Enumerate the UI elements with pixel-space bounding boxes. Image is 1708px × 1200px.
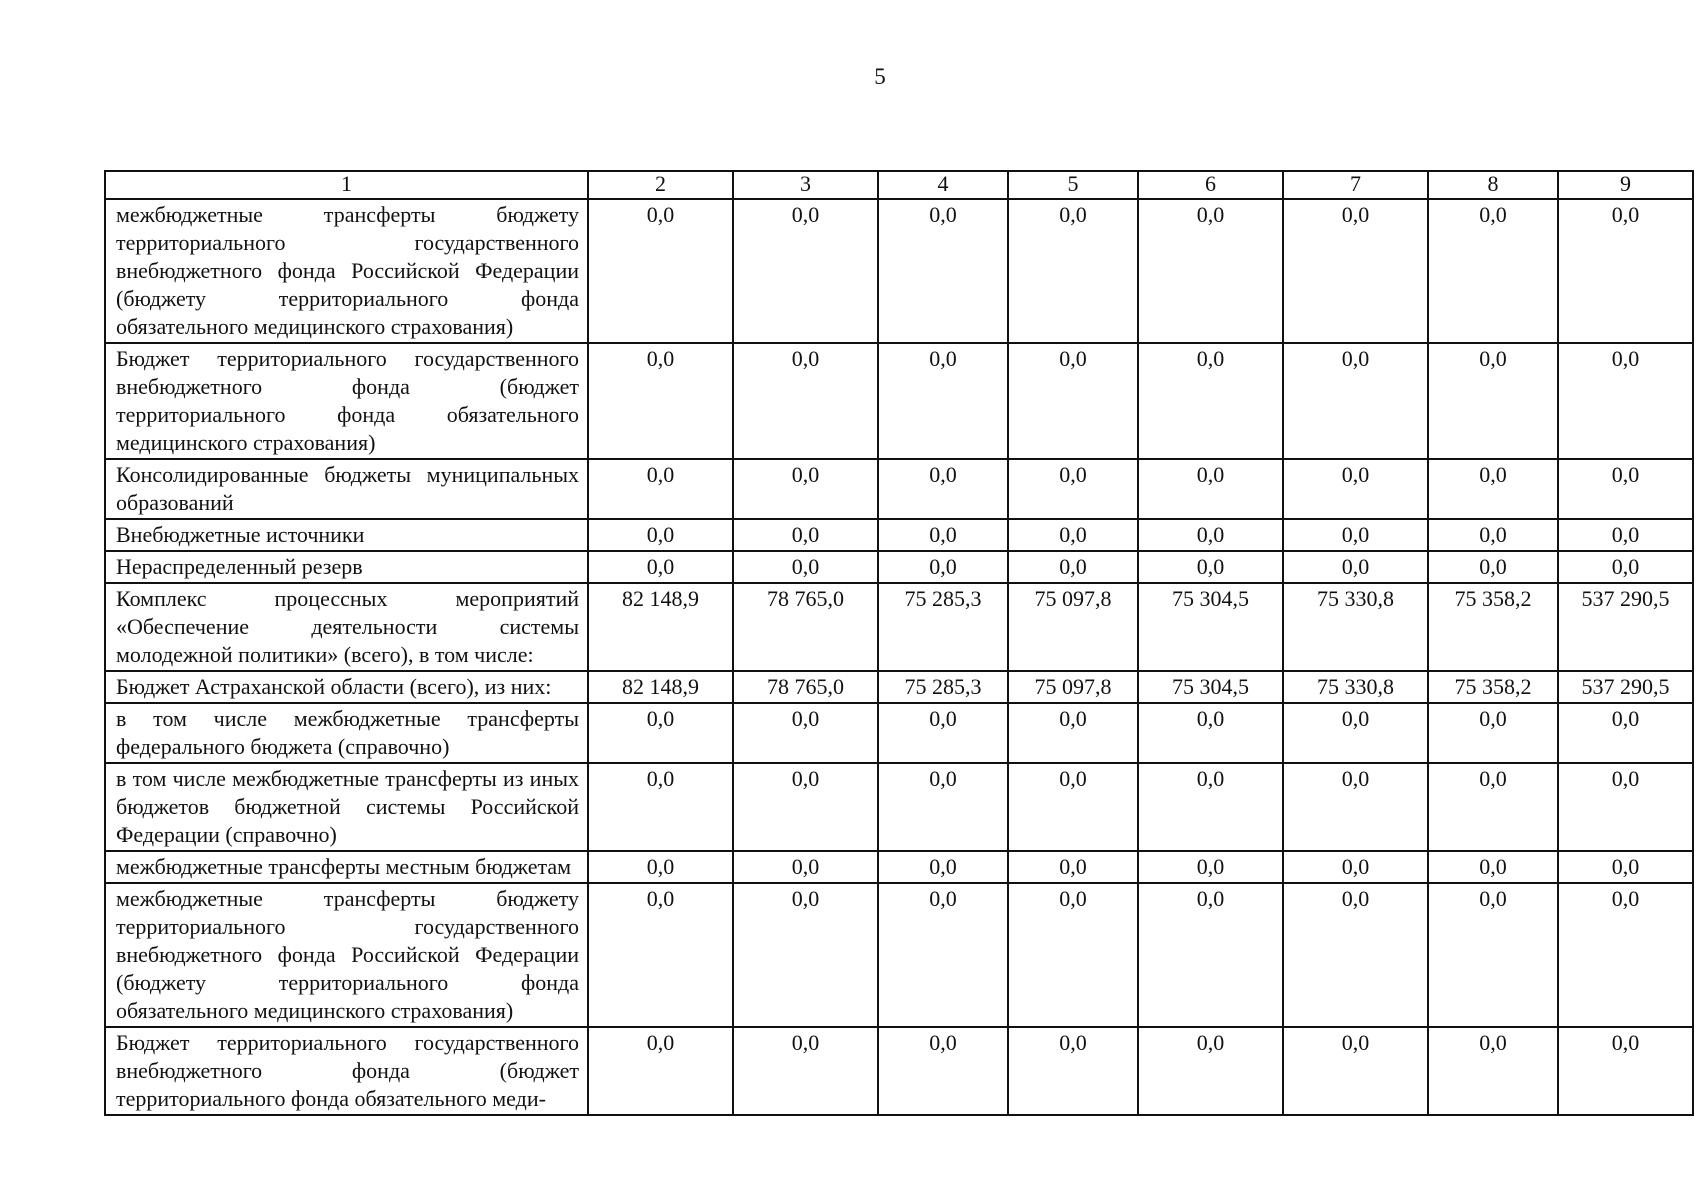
- cell-value: 0,0: [878, 551, 1008, 583]
- cell-value: 0,0: [1428, 1027, 1558, 1115]
- cell-value: 0,0: [1428, 703, 1558, 763]
- cell-value: 0,0: [588, 851, 733, 883]
- cell-value: 0,0: [1428, 519, 1558, 551]
- table-row: [105, 343, 1693, 459]
- table-row: [105, 583, 1693, 671]
- cell-value: 0,0: [1008, 343, 1138, 459]
- column-header-5: 5: [1008, 171, 1138, 199]
- cell-value: 0,0: [1008, 763, 1138, 851]
- cell-value: 78 765,0: [733, 671, 878, 703]
- cell-value: 0,0: [733, 883, 878, 1027]
- table-row: [105, 703, 1693, 763]
- row-label: Бюджет территориального государственного внебюджетного фонда (бюджет территориального фонда обязательного медицинского страхования): [105, 343, 588, 459]
- cell-value: 0,0: [733, 1027, 878, 1115]
- cell-value: 0,0: [588, 519, 733, 551]
- cell-value: 0,0: [1283, 343, 1428, 459]
- table-row: [105, 459, 1693, 519]
- cell-value: 0,0: [588, 763, 733, 851]
- cell-value: 75 330,8: [1283, 583, 1428, 671]
- cell-value: 0,0: [733, 459, 878, 519]
- cell-value: 0,0: [1008, 519, 1138, 551]
- cell-value: 0,0: [733, 199, 878, 343]
- cell-value: 0,0: [1428, 459, 1558, 519]
- cell-value: 0,0: [1428, 343, 1558, 459]
- cell-value: 0,0: [588, 459, 733, 519]
- table-row: [105, 851, 1693, 883]
- cell-value: 75 097,8: [1008, 671, 1138, 703]
- row-label: Нераспределенный резерв: [105, 551, 588, 583]
- cell-value: 0,0: [733, 763, 878, 851]
- cell-value: 75 304,5: [1138, 583, 1283, 671]
- column-header-7: 7: [1283, 171, 1428, 199]
- cell-value: 0,0: [1428, 199, 1558, 343]
- cell-value: 0,0: [1138, 851, 1283, 883]
- cell-value: 0,0: [1283, 551, 1428, 583]
- table-row: [105, 763, 1693, 851]
- cell-value: 75 358,2: [1428, 583, 1558, 671]
- table-row: [105, 551, 1693, 583]
- column-header-3: 3: [733, 171, 878, 199]
- cell-value: 0,0: [1558, 851, 1693, 883]
- cell-value: 0,0: [1138, 343, 1283, 459]
- table-row: [105, 671, 1693, 703]
- cell-value: 0,0: [1558, 703, 1693, 763]
- cell-value: 0,0: [588, 1027, 733, 1115]
- cell-value: 537 290,5: [1558, 583, 1693, 671]
- cell-value: 0,0: [1008, 883, 1138, 1027]
- header-row: [105, 171, 1693, 199]
- cell-value: 0,0: [878, 703, 1008, 763]
- cell-value: 0,0: [1283, 199, 1428, 343]
- cell-value: 0,0: [878, 1027, 1008, 1115]
- cell-value: 0,0: [1138, 551, 1283, 583]
- cell-value: 0,0: [588, 551, 733, 583]
- table-row: [105, 199, 1693, 343]
- cell-value: 0,0: [1558, 519, 1693, 551]
- row-label: межбюджетные трансферты бюджету территориального государственного внебюджетного фонда Российской Федерации (бюджету территориального фонда обязательного медицинского страхования): [105, 199, 588, 343]
- cell-value: 0,0: [733, 519, 878, 551]
- cell-value: 0,0: [588, 343, 733, 459]
- cell-value: 0,0: [1558, 883, 1693, 1027]
- cell-value: 0,0: [1428, 551, 1558, 583]
- row-label: в том числе межбюджетные трансферты федерального бюджета (справочно): [105, 703, 588, 763]
- cell-value: 0,0: [878, 519, 1008, 551]
- cell-value: 0,0: [878, 459, 1008, 519]
- cell-value: 0,0: [1008, 851, 1138, 883]
- cell-value: 0,0: [1138, 763, 1283, 851]
- cell-value: 0,0: [1138, 459, 1283, 519]
- table-row: [105, 1027, 1693, 1115]
- page-number: 5: [874, 64, 886, 89]
- cell-value: 0,0: [878, 851, 1008, 883]
- cell-value: 0,0: [733, 703, 878, 763]
- cell-value: 537 290,5: [1558, 671, 1693, 703]
- cell-value: 75 285,3: [878, 583, 1008, 671]
- cell-value: 0,0: [733, 343, 878, 459]
- row-label: в том числе межбюджетные трансферты из иных бюджетов бюджетной системы Российской Федерации (справочно): [105, 763, 588, 851]
- cell-value: 0,0: [1008, 1027, 1138, 1115]
- column-header-9: 9: [1558, 171, 1693, 199]
- budget-table: [104, 170, 1694, 1116]
- table-body: [105, 199, 1693, 1115]
- cell-value: 0,0: [733, 851, 878, 883]
- cell-value: 0,0: [1138, 703, 1283, 763]
- cell-value: 0,0: [1008, 459, 1138, 519]
- cell-value: 0,0: [1283, 459, 1428, 519]
- row-label: Консолидированные бюджеты муниципальных образований: [105, 459, 588, 519]
- row-label: Внебюджетные источники: [105, 519, 588, 551]
- cell-value: 0,0: [1283, 763, 1428, 851]
- row-label: межбюджетные трансферты бюджету территориального государственного внебюджетного фонда Российской Федерации (бюджету территориального фонда обязательного медицинского страхования): [105, 883, 588, 1027]
- cell-value: 75 304,5: [1138, 671, 1283, 703]
- cell-value: 0,0: [1558, 199, 1693, 343]
- cell-value: 0,0: [588, 703, 733, 763]
- cell-value: 82 148,9: [588, 583, 733, 671]
- column-header-4: 4: [878, 171, 1008, 199]
- cell-value: 0,0: [1283, 851, 1428, 883]
- cell-value: 0,0: [1428, 763, 1558, 851]
- cell-value: 75 358,2: [1428, 671, 1558, 703]
- cell-value: 0,0: [1428, 883, 1558, 1027]
- cell-value: 0,0: [1558, 551, 1693, 583]
- cell-value: 0,0: [1138, 883, 1283, 1027]
- cell-value: 75 285,3: [878, 671, 1008, 703]
- cell-value: 0,0: [1558, 459, 1693, 519]
- cell-value: 0,0: [1558, 1027, 1693, 1115]
- column-header-8: 8: [1428, 171, 1558, 199]
- column-header-1: 1: [105, 171, 588, 199]
- column-header-6: 6: [1138, 171, 1283, 199]
- cell-value: 0,0: [1138, 199, 1283, 343]
- table-row: [105, 519, 1693, 551]
- cell-value: 0,0: [1138, 1027, 1283, 1115]
- cell-value: 0,0: [878, 343, 1008, 459]
- cell-value: 0,0: [1008, 199, 1138, 343]
- cell-value: 0,0: [1283, 883, 1428, 1027]
- cell-value: 78 765,0: [733, 583, 878, 671]
- table-row: [105, 883, 1693, 1027]
- row-label: Бюджет Астраханской области (всего), из них:: [105, 671, 588, 703]
- cell-value: 0,0: [1138, 519, 1283, 551]
- cell-value: 0,0: [1008, 551, 1138, 583]
- cell-value: 0,0: [1283, 703, 1428, 763]
- row-label: межбюджетные трансферты местным бюджетам: [105, 851, 588, 883]
- row-label: Комплекс процессных мероприятий «Обеспечение деятельности системы молодежной политики» (всего), в том числе:: [105, 583, 588, 671]
- cell-value: 0,0: [1428, 851, 1558, 883]
- cell-value: 0,0: [878, 199, 1008, 343]
- cell-value: 0,0: [1558, 343, 1693, 459]
- cell-value: 0,0: [878, 883, 1008, 1027]
- cell-value: 0,0: [878, 763, 1008, 851]
- cell-value: 75 097,8: [1008, 583, 1138, 671]
- row-label: Бюджет территориального государственного внебюджетного фонда (бюджет территориального фонда обязательного меди-: [105, 1027, 588, 1115]
- cell-value: 0,0: [1283, 519, 1428, 551]
- cell-value: 0,0: [588, 883, 733, 1027]
- cell-value: 82 148,9: [588, 671, 733, 703]
- cell-value: 75 330,8: [1283, 671, 1428, 703]
- cell-value: 0,0: [1283, 1027, 1428, 1115]
- column-header-2: 2: [588, 171, 733, 199]
- cell-value: 0,0: [733, 551, 878, 583]
- cell-value: 0,0: [1558, 763, 1693, 851]
- cell-value: 0,0: [1008, 703, 1138, 763]
- cell-value: 0,0: [588, 199, 733, 343]
